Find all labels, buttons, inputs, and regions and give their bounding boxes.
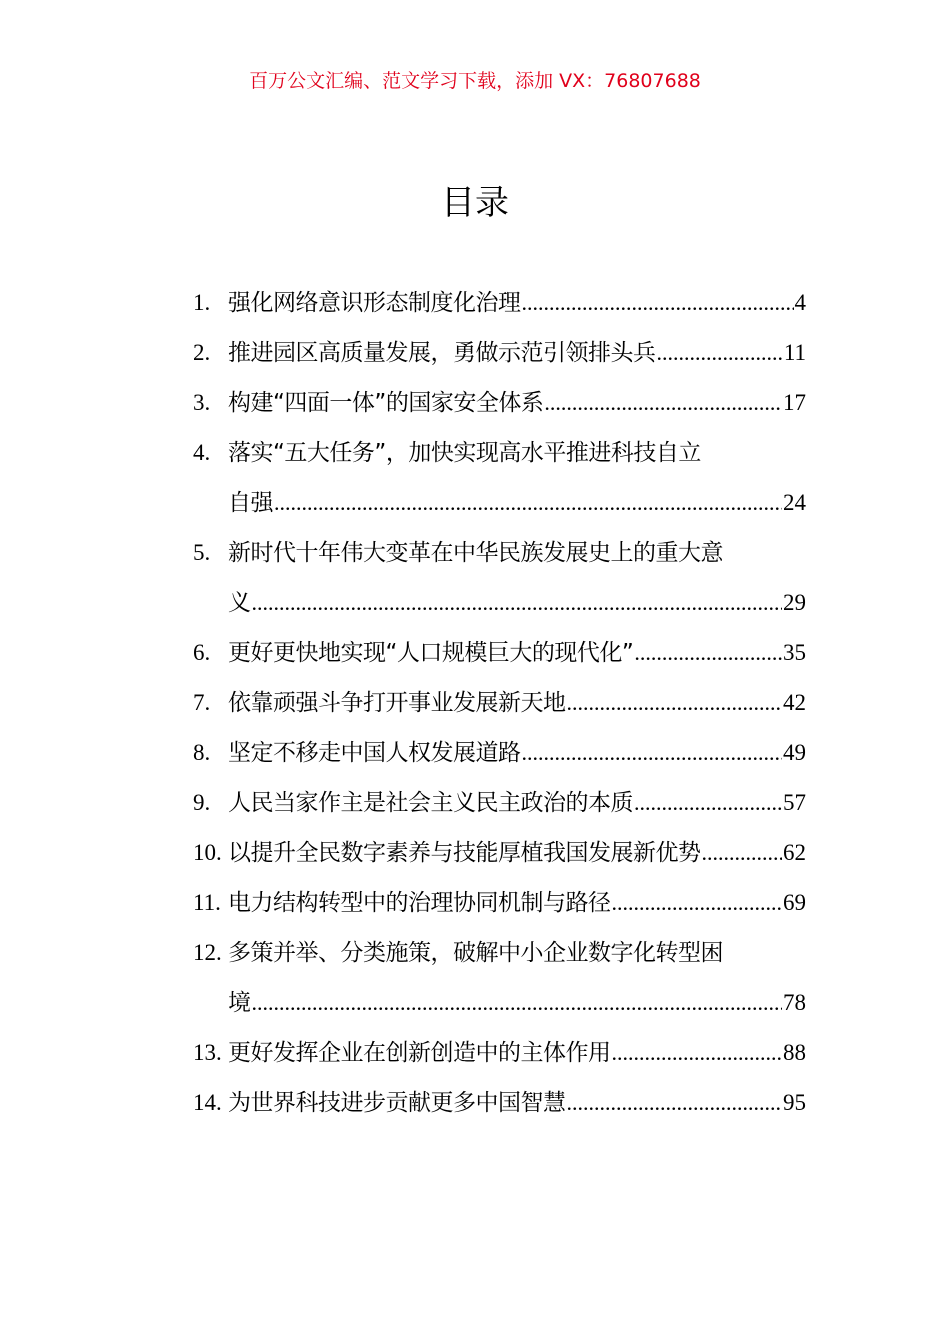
toc-page-number: 42: [783, 690, 806, 715]
toc-line: [193, 378, 806, 428]
toc-dot-leader: [274, 478, 782, 528]
toc-line: [193, 478, 806, 528]
toc-line: [193, 778, 806, 828]
toc-entry-title: 新时代十年伟大变革在中华民族发展史上的重大意: [228, 540, 723, 566]
toc-entry-title: 电力结构转型中的治理协同机制与路径: [228, 890, 611, 916]
toc-entry-title: 人民当家作主是社会主义民主政治的本质: [228, 790, 633, 816]
toc-entry[interactable]: [193, 328, 806, 378]
table-of-contents: [193, 278, 806, 1128]
toc-entry-number: 14.: [193, 1090, 222, 1115]
toc-entry[interactable]: [193, 628, 806, 678]
toc-line: [193, 578, 806, 628]
toc-entry-number: 11.: [193, 890, 221, 915]
toc-entry-number: 12.: [193, 940, 222, 965]
toc-dot-leader: [252, 578, 783, 628]
toc-line: [193, 1028, 806, 1078]
toc-line: [193, 528, 806, 578]
toc-entry-title: 以提升全民数字素养与技能厚植我国发展新优势: [228, 840, 701, 866]
toc-dot-leader: [612, 878, 783, 928]
toc-entry[interactable]: [193, 678, 806, 728]
toc-entry[interactable]: [193, 278, 806, 328]
toc-page-number: 29: [783, 590, 806, 615]
toc-entry-number: 8.: [193, 740, 211, 765]
toc-line: [193, 978, 806, 1028]
toc-entry-number: 5.: [193, 540, 211, 565]
toc-entry-number: 6.: [193, 640, 211, 665]
toc-page-number: 17: [783, 390, 806, 415]
toc-dot-leader: [522, 728, 783, 778]
toc-entry-title: 义: [228, 590, 251, 616]
toc-dot-leader: [522, 278, 794, 328]
toc-page-number: 69: [783, 890, 806, 915]
toc-entry[interactable]: [193, 1028, 806, 1078]
toc-entry-number: 1.: [193, 290, 211, 315]
toc-entry[interactable]: [193, 528, 806, 628]
toc-page-number: 57: [783, 790, 806, 815]
toc-entry[interactable]: [193, 428, 806, 528]
toc-page-number: 49: [783, 740, 806, 765]
toc-entry-number: 4.: [193, 440, 211, 465]
toc-entry[interactable]: [193, 778, 806, 828]
header-banner: 百万公文汇编、范文学习下载，添加 VX：76807688: [249, 70, 701, 92]
toc-page-number: 62: [783, 840, 806, 865]
toc-entry[interactable]: [193, 928, 806, 1028]
toc-entry-title: 更好发挥企业在创新创造中的主体作用: [228, 1040, 611, 1066]
toc-entry-number: 3.: [193, 390, 211, 415]
toc-line: [193, 878, 806, 928]
toc-dot-leader: [567, 678, 783, 728]
toc-entry-title: 为世界科技进步贡献更多中国智慧: [228, 1090, 566, 1116]
toc-entry-title: 境: [228, 990, 251, 1016]
toc-dot-leader: [634, 778, 782, 828]
toc-dot-leader: [634, 628, 782, 678]
toc-line: [193, 1078, 806, 1128]
toc-entry-title: 强化网络意识形态制度化治理: [228, 290, 521, 316]
toc-entry-title: 更好更快地实现“人口规模巨大的现代化”: [228, 640, 634, 666]
toc-line: [193, 828, 806, 878]
toc-entry-title: 构建“四面一体”的国家安全体系: [228, 390, 544, 416]
toc-entry[interactable]: [193, 878, 806, 928]
toc-entry-title: 坚定不移走中国人权发展道路: [228, 740, 521, 766]
toc-dot-leader: [702, 828, 783, 878]
toc-dot-leader: [657, 328, 783, 378]
toc-entry[interactable]: [193, 728, 806, 778]
toc-page-number: 24: [783, 490, 806, 515]
toc-entry-number: 2.: [193, 340, 211, 365]
toc-page-number: 78: [783, 990, 806, 1015]
toc-page-number: 35: [783, 640, 806, 665]
toc-line: [193, 278, 806, 328]
toc-dot-leader: [544, 378, 782, 428]
page-title: 目录: [441, 183, 509, 223]
toc-line: [193, 728, 806, 778]
toc-entry-title: 多策并举、分类施策，破解中小企业数字化转型困: [228, 940, 723, 966]
toc-dot-leader: [612, 1028, 783, 1078]
toc-line: [193, 678, 806, 728]
toc-entry-number: 13.: [193, 1040, 222, 1065]
toc-dot-leader: [252, 978, 783, 1028]
toc-entry[interactable]: [193, 828, 806, 878]
toc-entry-number: 7.: [193, 690, 211, 715]
toc-entry-title: 落实“五大任务”，加快实现高水平推进科技自立: [228, 440, 701, 466]
toc-page-number: 11: [783, 340, 806, 365]
toc-line: [193, 428, 806, 478]
toc-entry-title: 推进园区高质量发展，勇做示范引领排头兵: [228, 340, 656, 366]
toc-line: [193, 928, 806, 978]
toc-entry-title: 依靠顽强斗争打开事业发展新天地: [228, 690, 566, 716]
toc-line: [193, 628, 806, 678]
toc-page-number: 88: [783, 1040, 806, 1065]
toc-entry[interactable]: [193, 378, 806, 428]
toc-dot-leader: [567, 1078, 783, 1128]
toc-entry-title: 自强: [228, 490, 273, 516]
toc-page-number: 95: [783, 1090, 806, 1115]
toc-line: [193, 328, 806, 378]
toc-entry-number: 9.: [193, 790, 211, 815]
toc-entry[interactable]: [193, 1078, 806, 1128]
toc-entry-number: 10.: [193, 840, 222, 865]
toc-page-number: 4: [794, 290, 806, 315]
